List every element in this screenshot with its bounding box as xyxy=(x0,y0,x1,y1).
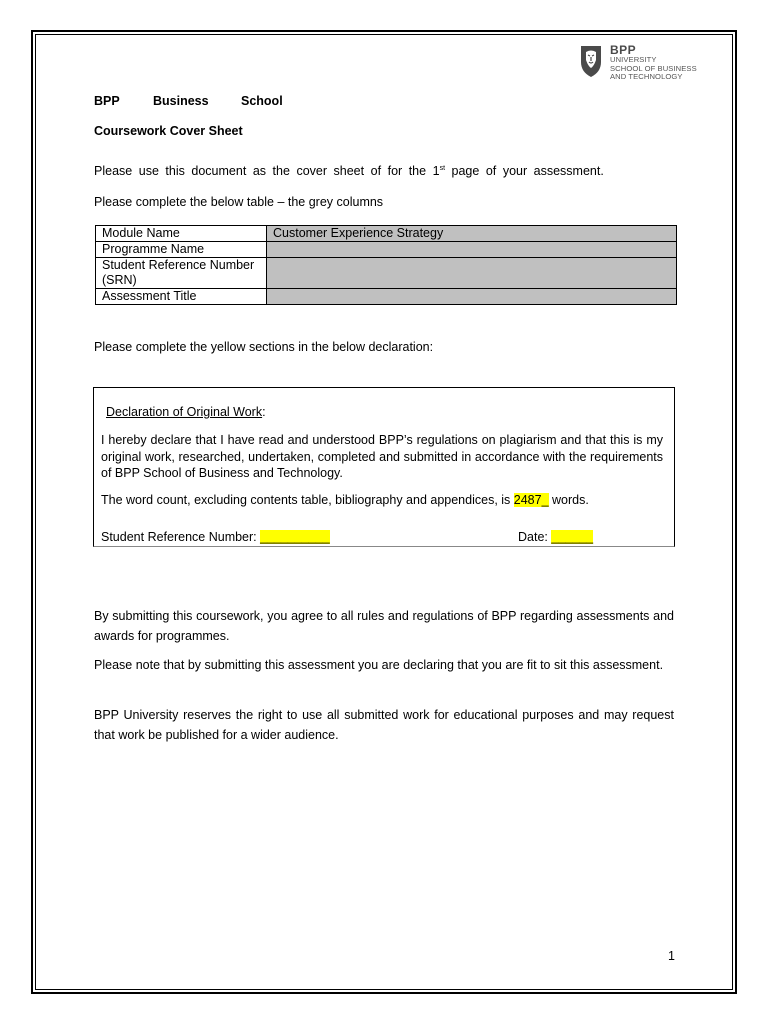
page-title: Coursework Cover Sheet xyxy=(94,124,243,138)
srn-declaration-field[interactable]: __________ xyxy=(260,530,330,544)
intro-word: cover xyxy=(296,164,328,178)
intro-line-1 xyxy=(94,164,604,178)
lion-shield-icon xyxy=(578,44,604,78)
header-word-school: School xyxy=(241,94,283,108)
logo-line-2: SCHOOL OF BUSINESS xyxy=(610,63,697,73)
declaration-box xyxy=(93,387,675,547)
intro-word: this xyxy=(165,164,185,178)
intro-word: document xyxy=(191,164,247,178)
table-row xyxy=(96,242,677,258)
intro-word: assessment. xyxy=(533,164,604,178)
intro-word: as xyxy=(252,164,267,178)
intro-word: page xyxy=(451,164,480,178)
intro-word: your xyxy=(502,164,528,178)
paragraph-rights: BPP University reserves the right to use all submitted work for educational purposes and may request that work be published for a wider audience. xyxy=(94,708,674,742)
declaration-paragraph: I hereby declare that I have read and understood BPP’s regulations on plagiarism and that this is my original work, researched, undertaken, completed and submitted in accordance with the requirements of BPP School of Business and Technology. xyxy=(101,433,663,480)
intro-ordinal: 1st xyxy=(432,164,446,178)
intro-word: for xyxy=(387,164,403,178)
paragraph-submission: By submitting this coursework, you agree to all rules and regulations of BPP regarding assessments and awards for programmes. xyxy=(94,609,674,643)
intro-word: of xyxy=(370,164,382,178)
table-row xyxy=(96,289,677,305)
table-row xyxy=(96,226,677,242)
row-label: Programme Name xyxy=(96,242,267,258)
srn-line: Student Reference Number: __________ xyxy=(101,530,330,544)
intro-line-3: Please complete the yellow sections in the below declaration: xyxy=(94,340,434,354)
assessment-title-field[interactable] xyxy=(267,289,677,305)
programme-name-field[interactable] xyxy=(267,242,677,258)
logo-line-3: AND TECHNOLOGY xyxy=(610,72,683,81)
date-field[interactable]: ______ xyxy=(551,530,594,544)
module-name-field[interactable]: Customer Experience Strategy xyxy=(267,226,677,242)
srn-field[interactable] xyxy=(267,258,677,289)
word-count-field[interactable]: 2487_ xyxy=(513,493,549,507)
intro-line-2: Please complete the below table – the grey columns xyxy=(94,195,384,209)
table-row xyxy=(96,258,677,289)
row-label: Student Reference Number (SRN) xyxy=(96,258,267,289)
declaration-title: Declaration of Original Work: xyxy=(106,405,266,419)
bpp-logo xyxy=(578,44,708,80)
module-info-table xyxy=(95,225,677,305)
row-label: Module Name xyxy=(96,226,267,242)
intro-word: of xyxy=(485,164,497,178)
header-word-bpp: BPP xyxy=(94,94,120,108)
intro-word: sheet xyxy=(333,164,365,178)
intro-word: Please xyxy=(94,164,133,178)
word-count-line: The word count, excluding contents table, bibliography and appendices, is 2487_ words. xyxy=(101,493,589,507)
logo-brand: BPP xyxy=(610,43,637,57)
date-line: Date: ______ xyxy=(518,530,594,544)
row-label: Assessment Title xyxy=(96,289,267,305)
paragraph-fit-to-sit: Please note that by submitting this assessment you are declaring that you are fit to sit this assessment. xyxy=(94,658,664,672)
header-word-business: Business xyxy=(153,94,209,108)
intro-word: the xyxy=(408,164,427,178)
intro-word: use xyxy=(138,164,159,178)
logo-line-1: UNIVERSITY xyxy=(610,55,657,64)
page-number: 1 xyxy=(668,949,675,963)
intro-word: the xyxy=(272,164,290,178)
